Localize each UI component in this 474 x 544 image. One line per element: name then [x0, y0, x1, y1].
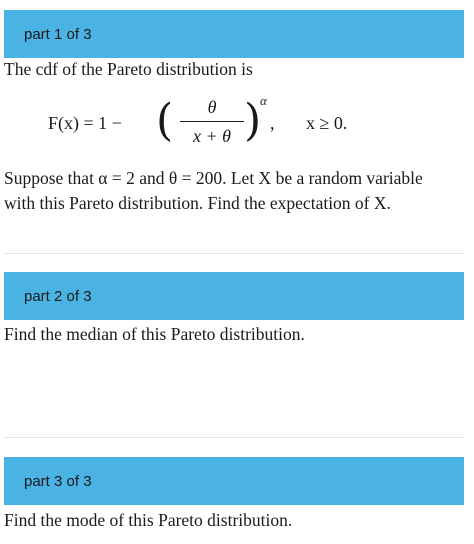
part-3-header-label: part 3 of 3 [24, 472, 92, 490]
part-1-header [4, 10, 464, 58]
formula-denominator: x + θ [193, 126, 231, 146]
part-1-intro: The cdf of the Pareto distribution is [4, 59, 253, 79]
divider-1 [4, 253, 464, 254]
part-2-question: Find the median of this Pareto distribution. [4, 324, 305, 344]
part-1-question: Suppose that α = 2 and θ = 200. Let X be a random variable with this Pareto distribution. Find the expectation of X. [4, 168, 423, 213]
formula-numerator: θ [207, 97, 217, 117]
pareto-cdf-formula [48, 95, 468, 157]
formula-comma: , [270, 113, 275, 133]
part-2-header-label: part 2 of 3 [24, 287, 92, 305]
formula-fraction [180, 95, 244, 148]
formula-exponent: α [260, 93, 267, 108]
part-2-header [4, 272, 464, 320]
part-3-question: Find the mode of this Pareto distribution. [4, 510, 293, 530]
left-paren: ( [156, 95, 174, 146]
fraction-bar [180, 121, 244, 122]
part-3-header [4, 457, 464, 505]
formula-condition: x ≥ 0. [306, 113, 348, 133]
formula-lhs: F(x) = 1 − [48, 113, 122, 133]
right-paren: ) [244, 95, 262, 146]
divider-2 [4, 437, 464, 438]
part-1-header-label: part 1 of 3 [24, 25, 92, 43]
